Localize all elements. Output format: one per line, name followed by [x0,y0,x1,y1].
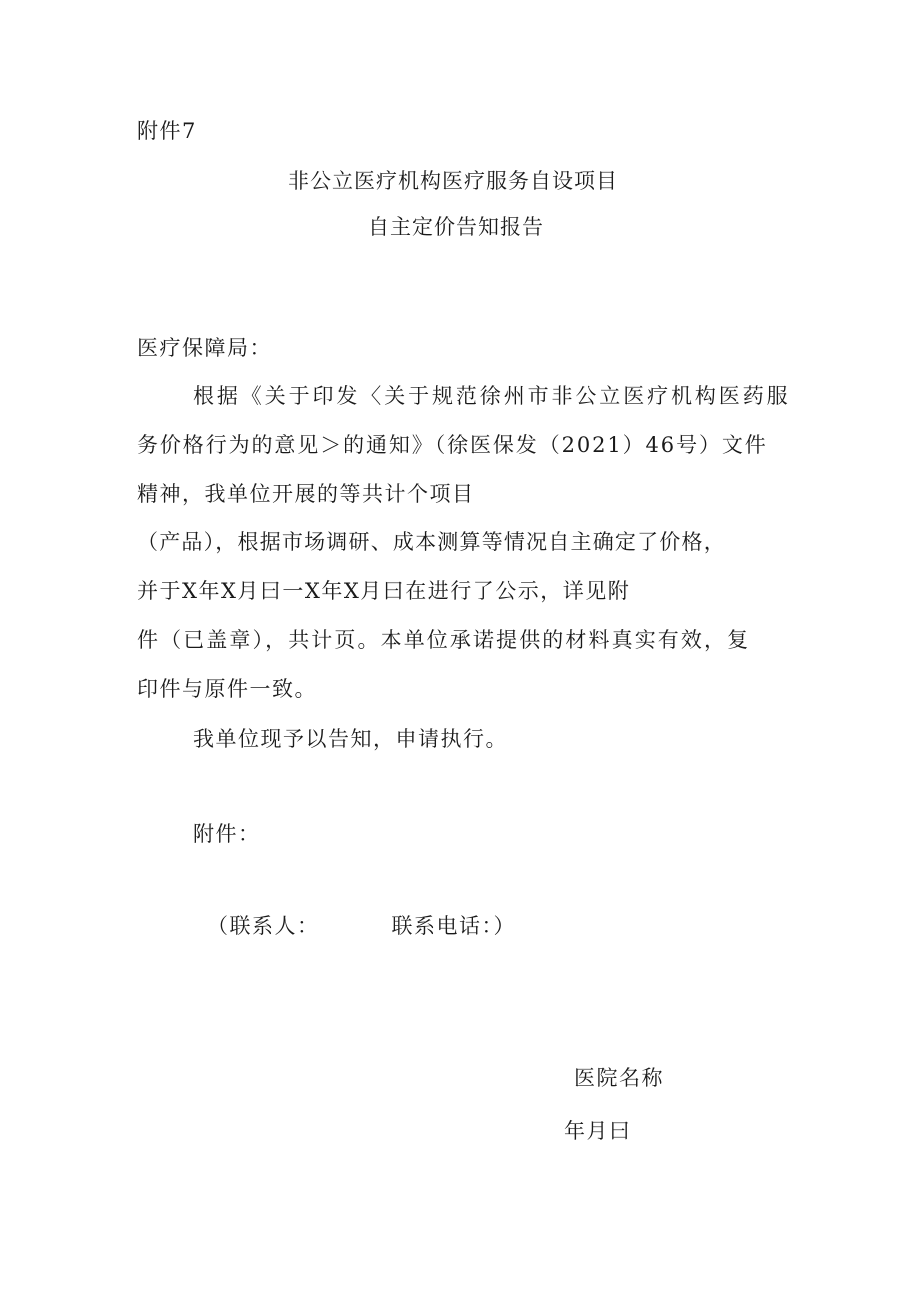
paragraph-line: 件（已盖章），共计页。本单位承诺提供的材料真实有效，复 [137,628,751,652]
contact-phone-label: 联系电话：） [391,914,516,938]
contact-info [207,916,516,937]
attachments-label: 附件： [193,822,261,846]
paragraph-line: 务价格行为的意见＞的通知》（徐医保发（2021）46号）文件 [137,433,768,457]
contact-person-label: （联系人： [207,914,320,938]
signature-date: 年月曰 [564,1119,632,1143]
paragraph-line: 印件与原件一致。 [137,677,317,701]
paragraph-line: （产品），根据市场调研、成本测算等情况自主确定了价格， [137,530,726,554]
paragraph-line: 精神，我单位开展的等共计个项目 [137,482,475,506]
attachment-label: 附件7 [137,119,197,143]
hospital-name: 医院名称 [574,1066,664,1090]
document-title-line-2: 自主定价告知报告 [368,215,544,239]
salutation: 医疗保障局： [137,336,272,360]
paragraph-line: 并于X年X月曰一X年X月曰在进行了公示，详见附 [137,579,631,603]
document-title-line-1: 非公立医疗机构医疗服务自设项目 [288,169,618,193]
body-paragraph-2: 我单位现予以告知，申请执行。 [193,727,508,751]
paragraph-line: 根据《关于印发〈关于规范徐州市非公立医疗机构医药服 [193,384,791,408]
